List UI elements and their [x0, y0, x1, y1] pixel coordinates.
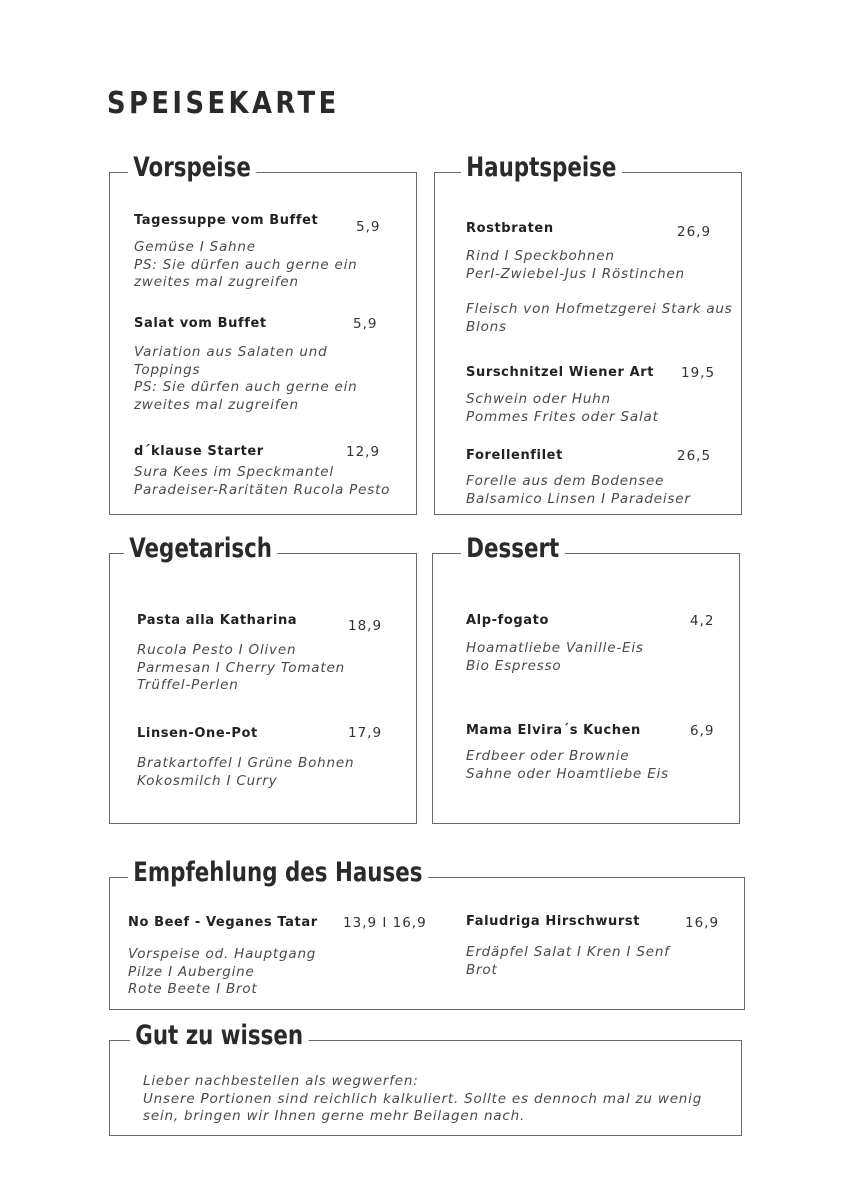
item-description	[466, 391, 659, 426]
desc-line: PS: Sie dürfen auch gerne ein	[134, 379, 358, 395]
desc-line: Pilze I Aubergine	[128, 963, 255, 980]
item-description	[137, 642, 345, 695]
item-name: Rostbraten	[466, 221, 554, 236]
item-name: Pasta alla Katharina	[137, 613, 298, 628]
item-name: Salat vom Buffet	[134, 316, 267, 331]
info-line: sein, bringen wir Ihnen gerne mehr Beilagen nach.	[143, 1108, 526, 1124]
section-title: Vegetarisch	[124, 534, 277, 564]
menu-item-linsen	[137, 726, 258, 741]
desc-line: Rind I Speckbohnen	[466, 248, 615, 264]
menu-item-kuchen	[466, 723, 641, 738]
menu-item-surschnitzel	[466, 365, 654, 380]
menu-item-forellenfilet	[466, 448, 563, 463]
item-price: 18,9	[348, 618, 383, 634]
info-line: Lieber nachbestellen als wegwerfen:	[143, 1073, 419, 1089]
item-description	[134, 344, 358, 414]
desc-line: Toppings	[134, 361, 201, 378]
section-title: Empfehlung des Hauses	[128, 858, 428, 888]
desc-line: Paradeiser-Raritäten Rucola Pesto	[134, 481, 391, 498]
section-title: Dessert	[461, 534, 565, 564]
item-name: Faludriga Hirschwurst	[466, 914, 641, 929]
desc-line: zweites mal zugreifen	[134, 396, 299, 413]
desc-line: Bio Espresso	[466, 657, 562, 674]
desc-line: Rucola Pesto I Oliven	[137, 642, 297, 658]
item-description	[466, 944, 670, 979]
item-description	[128, 946, 316, 999]
section-title: Vorspeise	[128, 153, 256, 183]
item-price: 26,9	[677, 224, 712, 240]
item-name: Linsen-One-Pot	[137, 726, 258, 741]
page-title: SPEISEKARTE	[107, 86, 340, 121]
info-text	[143, 1073, 702, 1126]
section-hauptspeise	[434, 152, 742, 515]
desc-line: PS: Sie dürfen auch gerne ein	[134, 256, 358, 273]
item-price: 12,9	[346, 444, 381, 460]
menu-item-starter	[134, 444, 264, 459]
desc-line: Balsamico Linsen I Paradeiser	[466, 490, 691, 507]
section-title: Hauptspeise	[461, 153, 622, 183]
section-title: Gut zu wissen	[130, 1021, 308, 1051]
desc-line: Erdbeer oder Brownie	[466, 748, 630, 764]
desc-line: Erdäpfel Salat I Kren I Senf	[466, 944, 670, 960]
desc-line: Brot	[466, 961, 498, 978]
desc-line: Sahne oder Hoamtliebe Eis	[466, 765, 669, 782]
item-price: 26,5	[677, 448, 712, 464]
desc-line: Kokosmilch I Curry	[137, 772, 278, 789]
section-empfehlung	[109, 857, 745, 1010]
item-description	[466, 473, 691, 508]
item-name: Surschnitzel Wiener Art	[466, 365, 655, 380]
item-name: Alp-fogato	[466, 613, 550, 628]
item-price: 5,9	[353, 316, 378, 332]
desc-line: Hoamatliebe Vanille-Eis	[466, 640, 644, 656]
item-price: 13,9 I 16,9	[343, 915, 427, 931]
menu-item-rostbraten	[466, 221, 554, 236]
menu-item-salat	[134, 316, 267, 331]
menu-item-pasta	[137, 613, 297, 628]
item-description	[466, 640, 644, 675]
item-price: 19,5	[681, 365, 716, 381]
desc-line: Variation aus Salaten und	[134, 344, 328, 360]
item-price: 6,9	[690, 723, 715, 739]
desc-line: Vorspeise od. Hauptgang	[128, 946, 317, 962]
item-name: d´klause Starter	[134, 444, 264, 459]
desc-line: Perl-Zwiebel-Jus I Röstinchen	[466, 265, 685, 282]
section-vorspeise	[109, 152, 417, 515]
desc-line: Trüffel-Perlen	[137, 677, 239, 693]
menu-item-tagessuppe	[134, 213, 318, 228]
menu-item-hirschwurst	[466, 914, 640, 929]
menu-item-alp-fogato	[466, 613, 549, 628]
item-name: Tagessuppe vom Buffet	[134, 213, 319, 228]
section-vegetarisch	[109, 533, 417, 824]
item-price: 5,9	[356, 219, 381, 235]
info-line: Unsere Portionen sind reichlich kalkuliert. Sollte es dennoch mal zu wenig	[143, 1090, 703, 1107]
desc-line: Gemüse I Sahne	[134, 239, 256, 255]
desc-line: zweites mal zugreifen	[134, 274, 299, 290]
desc-line: Blons	[466, 318, 507, 335]
desc-line: Forelle aus dem Bodensee	[466, 473, 665, 489]
item-note	[466, 301, 733, 336]
section-gut-zu-wissen	[109, 1020, 742, 1136]
item-description	[466, 748, 669, 783]
desc-line: Sura Kees im Speckmantel	[134, 464, 334, 480]
menu-item-veganes-tatar	[128, 915, 318, 930]
item-price: 17,9	[348, 725, 383, 741]
desc-line: Rote Beete I Brot	[128, 981, 258, 997]
desc-line: Schwein oder Huhn	[466, 391, 611, 407]
desc-line: Fleisch von Hofmetzgerei Stark aus	[466, 301, 733, 317]
item-price: 4,2	[690, 613, 715, 629]
desc-line: Parmesan I Cherry Tomaten	[137, 659, 345, 676]
item-description	[134, 239, 358, 292]
desc-line: Bratkartoffel I Grüne Bohnen	[137, 755, 355, 771]
item-description	[137, 755, 354, 790]
section-dessert	[432, 533, 740, 824]
item-price: 16,9	[685, 915, 720, 931]
item-name: No Beef - Veganes Tatar	[128, 915, 318, 930]
desc-line: Pommes Frites oder Salat	[466, 408, 659, 425]
item-description	[134, 464, 390, 499]
item-name: Forellenfilet	[466, 448, 563, 463]
item-description	[466, 248, 685, 283]
item-name: Mama Elvira´s Kuchen	[466, 723, 641, 738]
